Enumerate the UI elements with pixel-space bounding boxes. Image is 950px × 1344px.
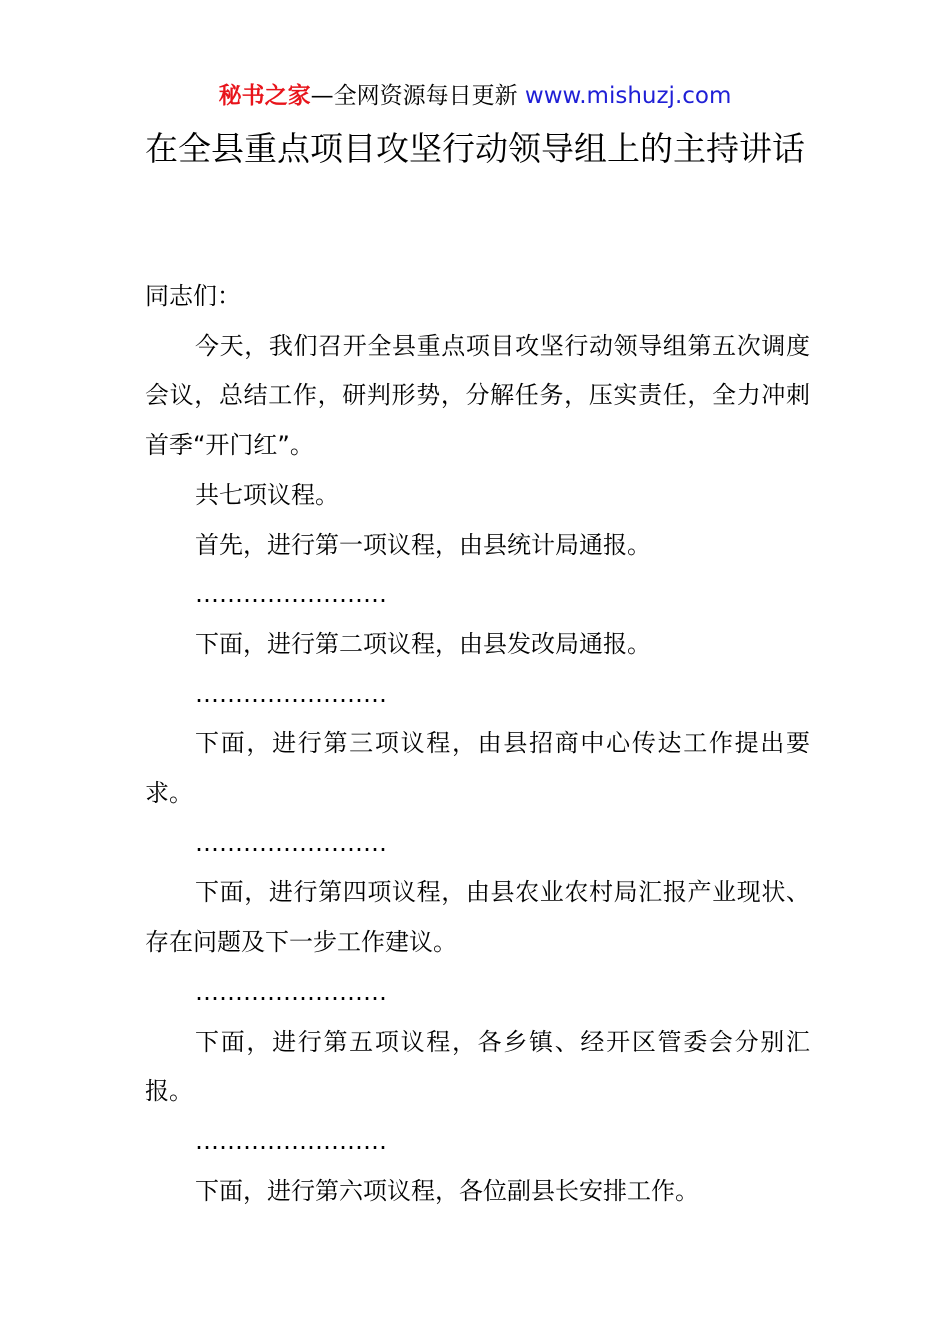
paragraph: 下面，进行第三项议程，由县招商中心传达工作提出要求。 <box>145 729 810 808</box>
salutation: 同志们： <box>145 282 241 310</box>
brand-name: 秘书之家 <box>218 83 311 109</box>
paragraph: 下面，进行第五项议程，各乡镇、经开区管委会分别汇报。 <box>145 1027 810 1106</box>
source-header <box>0 80 950 112</box>
ellipsis-line: …………………… <box>195 679 387 708</box>
ellipsis-line: …………………… <box>195 828 387 857</box>
site-url[interactable]: www.mishuzj.com <box>524 83 732 109</box>
paragraph: 下面，进行第二项议程，由县发改局通报。 <box>195 629 651 658</box>
document-title: 在全县重点项目攻坚行动领导组上的主持讲话 <box>145 129 805 168</box>
paragraph: 共七项议程。 <box>195 480 339 509</box>
ellipsis-line: …………………… <box>195 580 387 609</box>
paragraph: 今天，我们召开全县重点项目攻坚行动领导组第五次调度会议，总结工作，研判形势，分解任务，压实责任，全力冲刺首季“开门红”。 <box>145 331 810 460</box>
ellipsis-line: …………………… <box>195 977 387 1006</box>
paragraph: 下面，进行第六项议程，各位副县长安排工作。 <box>195 1176 699 1205</box>
ellipsis-line: …………………… <box>195 1126 387 1155</box>
header-tagline: —全网资源每日更新 <box>310 83 525 109</box>
paragraph: 首先，进行第一项议程，由县统计局通报。 <box>195 530 651 559</box>
document-body <box>145 272 810 1216</box>
paragraph: 下面，进行第四项议程，由县农业农村局汇报产业现状、存在问题及下一步工作建议。 <box>145 878 810 957</box>
